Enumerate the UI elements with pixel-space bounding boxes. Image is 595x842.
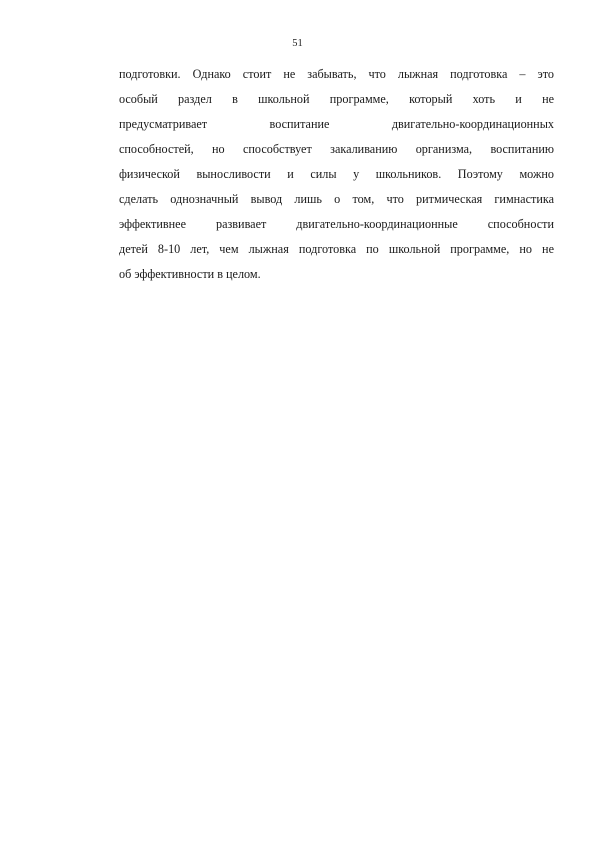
text-line-2: особый раздел в школьной программе, который хоть и не: [119, 92, 554, 106]
text-line-7: эффективнее развивает двигательно-координационные способности: [119, 217, 554, 231]
text-line-8: детей 8-10 лет, чем лыжная подготовка по школьной программе, но не: [119, 242, 554, 256]
page-number: 51: [292, 38, 303, 49]
body-paragraph: [119, 64, 554, 289]
text-line-9: об эффективности в целом.: [119, 267, 261, 281]
text-line-3: предусматривает воспитание двигательно-координационных: [119, 117, 554, 131]
text-line-1: подготовки. Однако стоит не забывать, что лыжная подготовка – это: [119, 67, 554, 81]
text-line-5: физической выносливости и силы у школьников. Поэтому можно: [119, 167, 554, 181]
text-line-4: способностей, но способствует закаливанию организма, воспитанию: [119, 142, 554, 156]
text-line-6: сделать однозначный вывод лишь о том, что ритмическая гимнастика: [119, 192, 554, 206]
